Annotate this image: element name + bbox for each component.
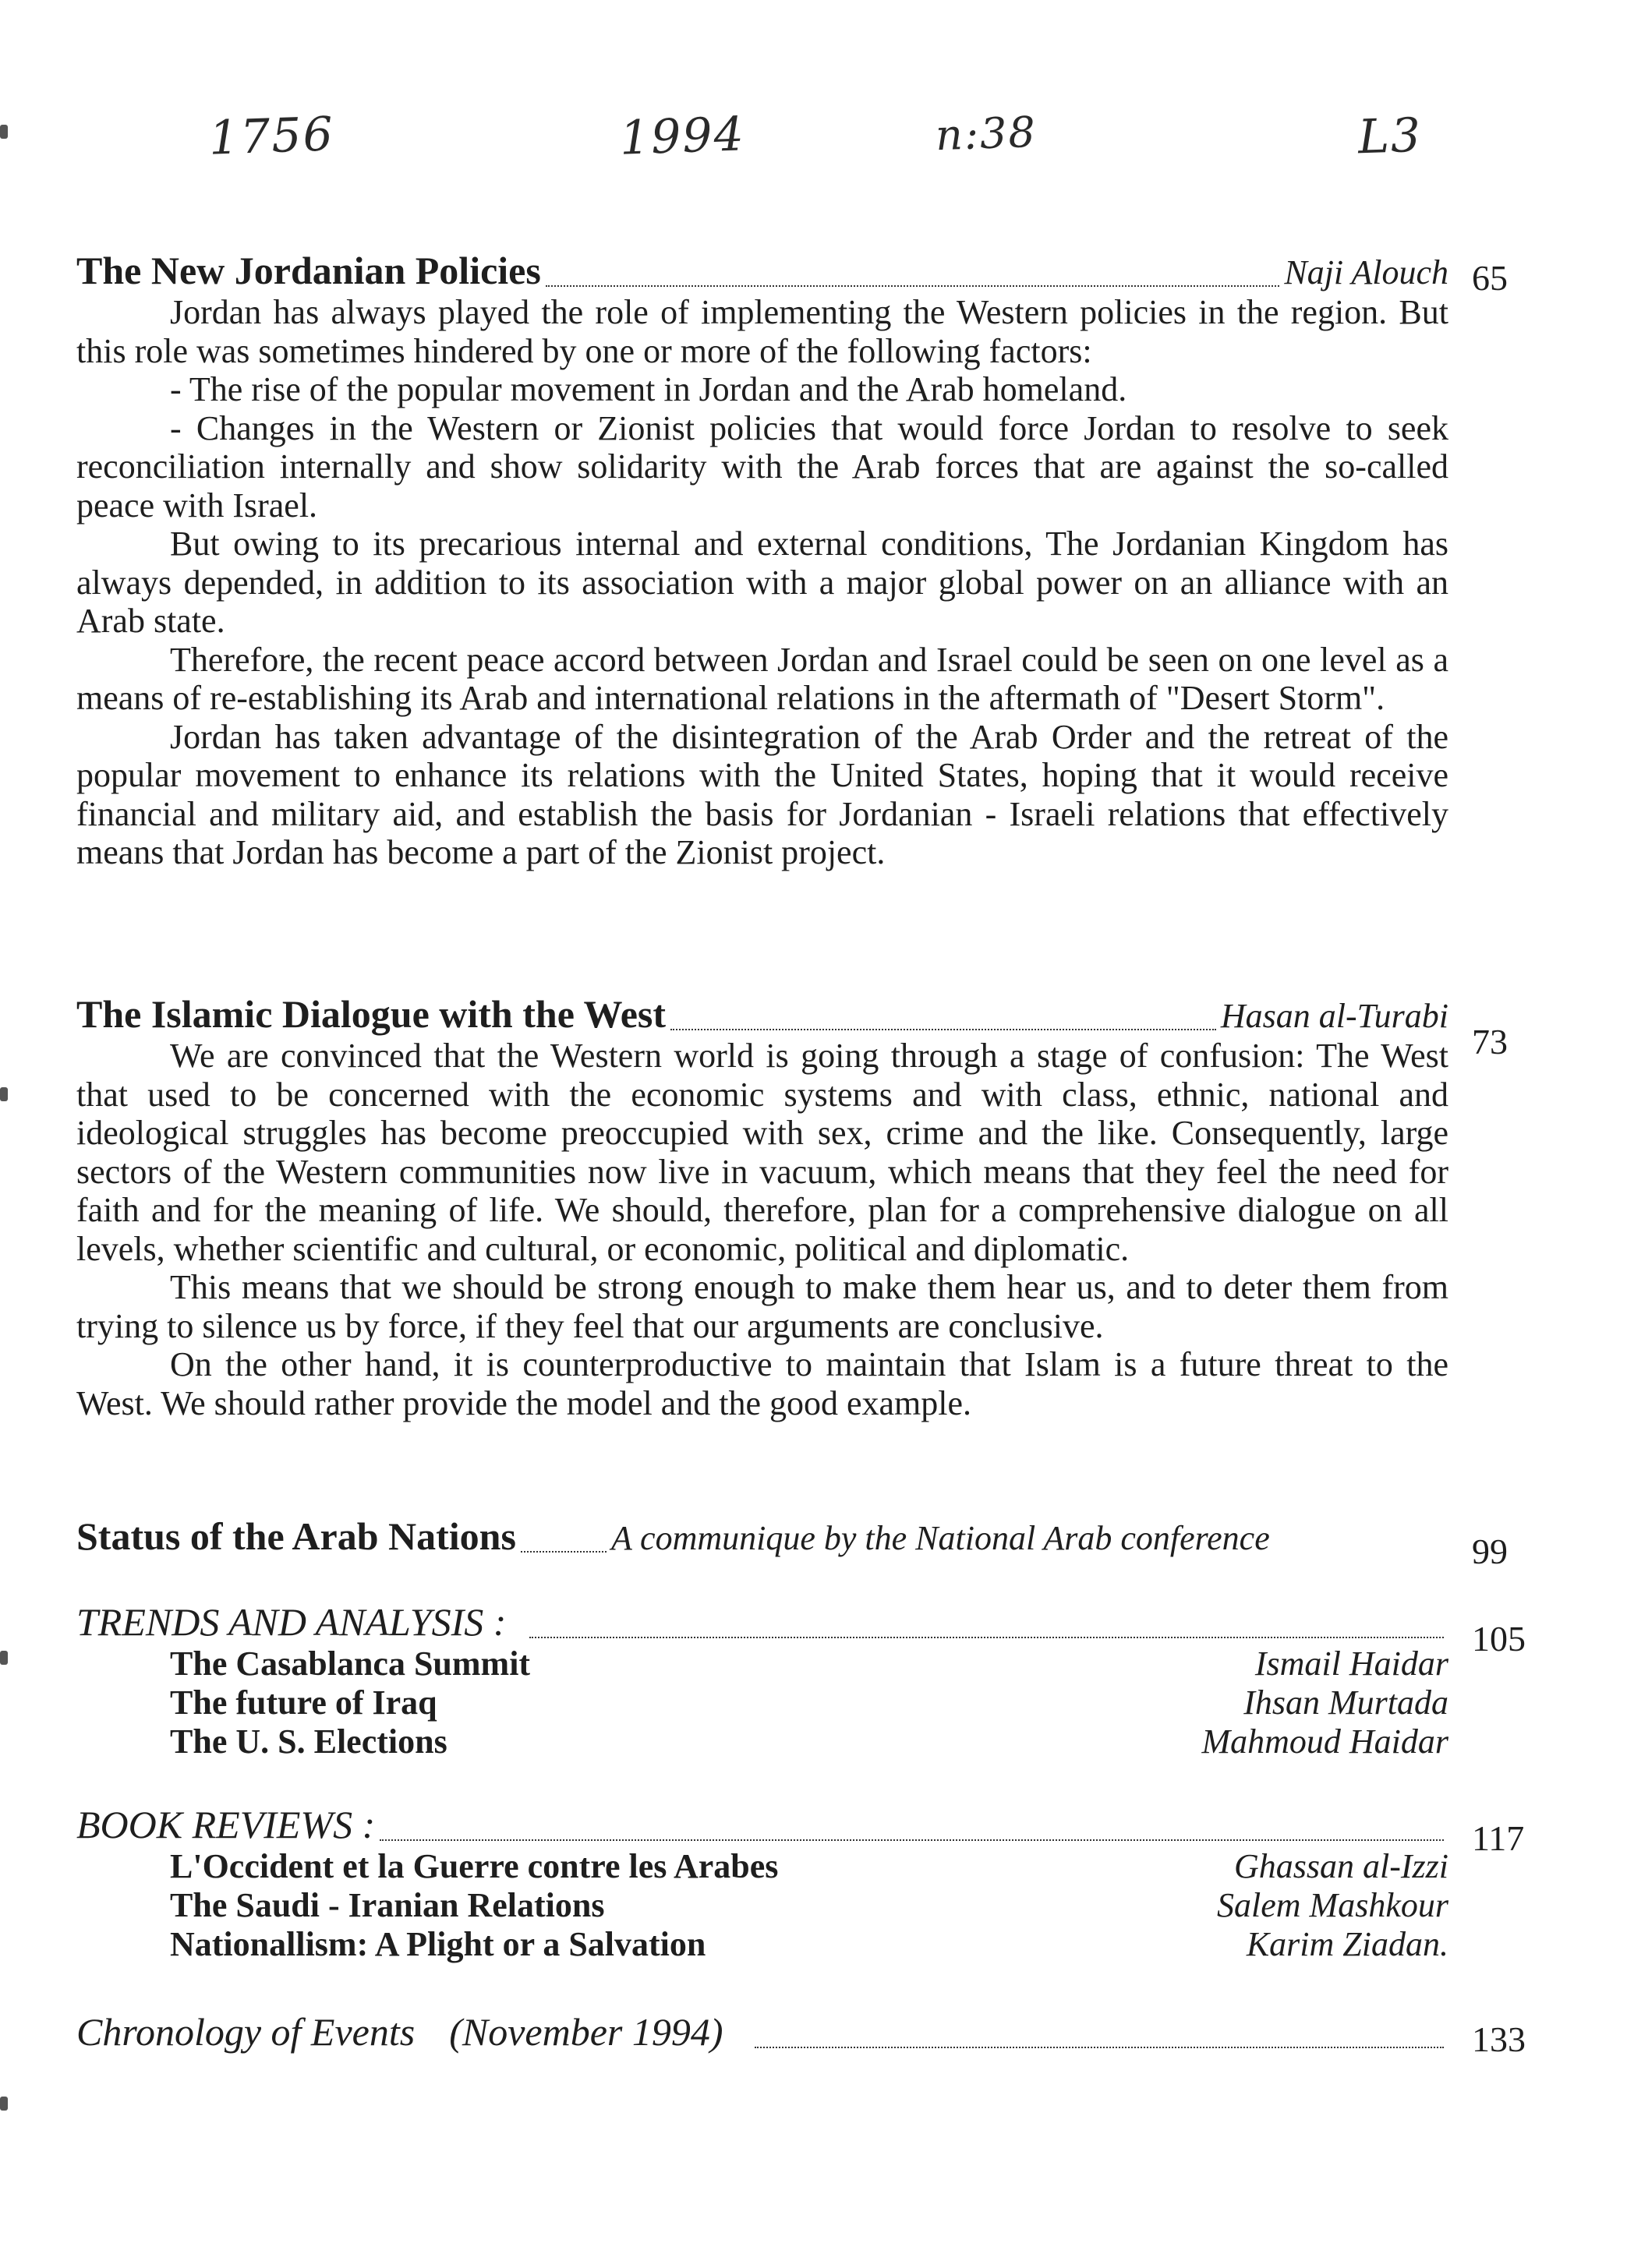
- entry-heading-line: [76, 248, 1448, 293]
- leader-dots: [670, 1026, 1216, 1030]
- page-number: 117: [1472, 1818, 1525, 1858]
- sub-entry-title[interactable]: The future of Iraq: [170, 1683, 437, 1722]
- toc-entry-chronology: [76, 2009, 1526, 2059]
- sub-entry-author: Karim Ziadan.: [1246, 1925, 1448, 1963]
- sub-entry-title[interactable]: Nationallism: A Plight or a Salvation: [170, 1925, 706, 1963]
- leader-dots: [380, 1836, 1444, 1841]
- summary-paragraph: We are convinced that the Western world is going through a stage of confusion: The West that used to be concerned with the economic systems and with class, ethnic, national and ideological struggles has become preoccupied with sex, crime and the like. Consequently, large sectors of the Western communities now live in vacuum, which means that they feel the need for faith and for the meaning of life. We should, therefore, plan for a comprehensive dialogue on all levels, whether scientific and cultural, or economic, political and diplomatic.: [76, 1037, 1448, 1268]
- sub-entry-title[interactable]: The Saudi - Iranian Relations: [170, 1886, 605, 1924]
- summary-paragraph: Jordan has always played the role of implementing the Western policies in the region. But this role was sometimes hindered by one or more of the following factors:: [76, 293, 1448, 370]
- toc-entry-status-arab-nations: [76, 1514, 1508, 1571]
- sub-entry: [76, 1683, 1448, 1722]
- handwritten-year: 1994: [618, 107, 746, 166]
- entry-heading-line: [76, 1514, 1448, 1559]
- entry-summary: [76, 1037, 1448, 1422]
- sub-entry-author: Mahmoud Haidar: [1201, 1722, 1448, 1761]
- entry-heading-line: [76, 991, 1448, 1037]
- page-number: 105: [1472, 1619, 1526, 1659]
- toc-entry-islamic-dialogue: [76, 991, 1508, 1422]
- sub-entry: [76, 1847, 1448, 1886]
- sub-entry-title[interactable]: The Casablanca Summit: [170, 1644, 531, 1683]
- leader-dots: [546, 282, 1280, 287]
- entry-date: (November 1994): [449, 2010, 723, 2054]
- binding-mark: [0, 1087, 8, 1101]
- entry-summary: [76, 293, 1448, 872]
- summary-paragraph: Jordan has taken advantage of the disintegration of the Arab Order and the retreat of the popular movement to enhance its relations with the United States, hoping that it would receive financial and military aid, and establish the basis for Jordanian - Israeli relations that effectively means that Jordan has become a part of the Zionist project.: [76, 717, 1448, 871]
- page-number: 73: [1472, 1022, 1508, 1062]
- entry-title[interactable]: The New Jordanian Policies: [76, 249, 541, 292]
- summary-paragraph: On the other hand, it is counterproductive to maintain that Islam is a future threat to the West. We should rather provide the model and the good example.: [76, 1345, 1448, 1422]
- sub-entry: [76, 1644, 1448, 1683]
- section-title[interactable]: TRENDS AND ANALYSIS :: [76, 1600, 507, 1644]
- sub-entry: [76, 1925, 1448, 1964]
- section-heading-line: [76, 1802, 1448, 1847]
- toc-section-book-reviews: [76, 1802, 1525, 1964]
- handwritten-number: 1756: [207, 107, 335, 166]
- page-number: 133: [1472, 2019, 1526, 2059]
- toc-entry-jordanian-policies: [76, 248, 1508, 872]
- sub-entry: [76, 1886, 1448, 1925]
- toc-section-trends: [76, 1599, 1526, 1761]
- summary-paragraph: - Changes in the Western or Zionist policies that would force Jordan to resolve to seek reconciliation internally and show solidarity with the Arab forces that are against the so-called peace with Israel.: [76, 408, 1448, 525]
- sub-entry-author: Ismail Haidar: [1254, 1644, 1448, 1683]
- summary-paragraph: - The rise of the popular movement in Jordan and the Arab homeland.: [170, 370, 1127, 408]
- sub-entry-author: Ghassan al-Izzi: [1233, 1847, 1448, 1885]
- binding-mark: [0, 125, 8, 139]
- entry-title[interactable]: Status of the Arab Nations: [76, 1514, 516, 1558]
- section-heading-line: [76, 1599, 1448, 1644]
- sub-entry-author: Salem Mashkour: [1217, 1886, 1448, 1924]
- summary-paragraph: But owing to its precarious internal and external conditions, The Jordanian Kingdom has always depended, in addition to its association with a major global power on an alliance with an Arab state.: [76, 525, 1448, 640]
- binding-mark: [0, 1651, 8, 1665]
- leader-dots: [529, 1634, 1444, 1638]
- sub-entry-title[interactable]: The U. S. Elections: [170, 1722, 447, 1761]
- entry-title[interactable]: Chronology of Events: [76, 2010, 416, 2054]
- page-number: 65: [1472, 258, 1508, 298]
- section-title[interactable]: BOOK REVIEWS :: [76, 1803, 376, 1846]
- entry-author: Naji Alouch: [1284, 253, 1448, 291]
- sub-entry-author: Ihsan Murtada: [1243, 1683, 1448, 1722]
- handwritten-issue: n:38: [934, 107, 1038, 161]
- leader-dots: [755, 2044, 1444, 2048]
- sub-entry-title[interactable]: L'Occident et la Guerre contre les Arabes: [170, 1847, 779, 1885]
- summary-paragraph: This means that we should be strong enough to make them hear us, and to deter them from trying to silence us by force, if they feel that our arguments are conclusive.: [76, 1268, 1448, 1345]
- sub-entry: [76, 1722, 1448, 1761]
- handwritten-code: L3: [1356, 108, 1424, 165]
- summary-paragraph: Therefore, the recent peace accord between Jordan and Israel could be seen on one level as a means of re-establishing its Arab and international relations in the aftermath of "Desert Storm".: [76, 640, 1448, 717]
- entry-author: Hasan al-Turabi: [1220, 997, 1448, 1035]
- entry-heading-line: [76, 2009, 1448, 2054]
- page-number: 99: [1472, 1531, 1508, 1571]
- entry-title[interactable]: The Islamic Dialogue with the West: [76, 992, 667, 1036]
- entry-author: A communique by the National Arab conference: [610, 1519, 1270, 1557]
- binding-mark: [0, 2097, 8, 2111]
- leader-dots: [521, 1548, 607, 1553]
